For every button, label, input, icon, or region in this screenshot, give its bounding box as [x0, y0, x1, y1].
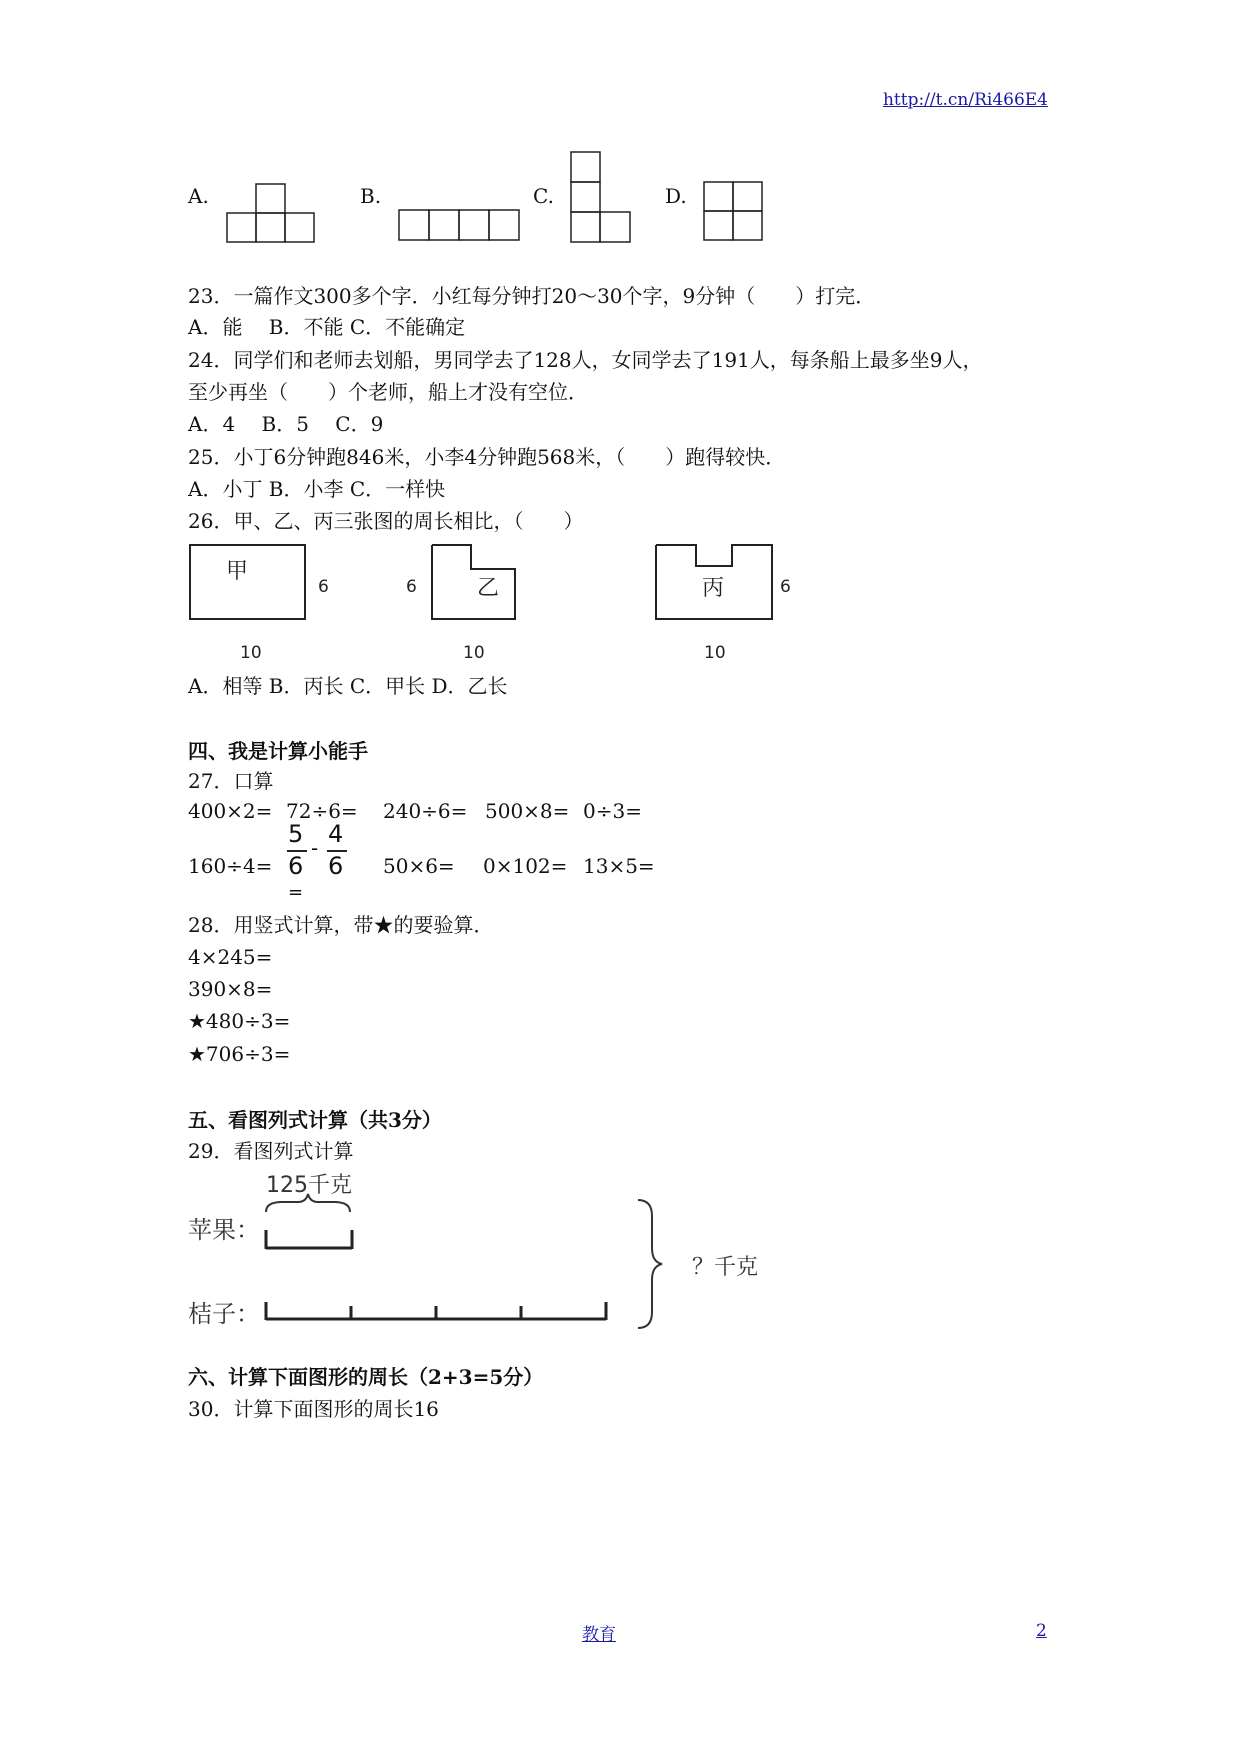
fraction1-denominator: 6	[288, 852, 304, 880]
q27-row2-item: 50×6=	[383, 854, 455, 878]
q26-figures	[186, 536, 806, 666]
fraction2-numerator: 4	[328, 820, 344, 848]
q22-figure-a	[226, 180, 318, 244]
fraction-expression	[285, 820, 351, 904]
fraction2-denominator: 6	[328, 852, 344, 880]
question-label: ？千克	[692, 1255, 759, 1280]
footer-center-link[interactable]: 教育	[582, 1625, 616, 1645]
q27-row2-item: 0×102=	[483, 854, 568, 878]
q24-options: A．4 B．5 C．9	[188, 412, 384, 436]
figure-yi-base: 10	[463, 643, 485, 663]
q22-figure-d	[702, 180, 766, 244]
q28-item: 4×245=	[188, 945, 273, 969]
header-url-link[interactable]: http://t.cn/Ri466E4	[882, 90, 1048, 110]
fraction1-numerator: 5	[288, 820, 304, 848]
figure-yi-name: 乙	[477, 576, 500, 601]
q22-figure-c	[569, 150, 633, 244]
q22-option-c-label: C.	[533, 184, 554, 208]
q27-row2-item: 13×5=	[583, 854, 655, 878]
q27-row1-item: 500×8=	[485, 799, 570, 823]
apple-bar	[266, 1230, 352, 1249]
q22-option-a-label: A.	[188, 184, 209, 208]
q27-row1-item: 240÷6=	[383, 799, 468, 823]
fraction-equals: =	[288, 882, 304, 903]
q28-title: 28．用竖式计算，带★的要验算．	[188, 913, 494, 937]
fraction-operator: -	[311, 836, 319, 860]
figure-jia-name: 甲	[226, 559, 249, 584]
q24-question-line1: 24．同学们和老师去划船，男同学去了128人，女同学去了191人，每条船上最多坐9人，	[188, 348, 983, 372]
figure-bing-side: 6	[780, 577, 791, 597]
q23-question: 23．一篇作文300多个字．小红每分钟打20～30个字，9分钟（ ）打完．	[188, 284, 876, 308]
q30-question: 30．计算下面图形的周长16	[188, 1397, 439, 1421]
q29-title: 29．看图列式计算	[188, 1139, 354, 1163]
footer-page-number[interactable]: 2	[1036, 1621, 1047, 1641]
q25-options: A．小丁 B．小李 C．一样快	[188, 477, 446, 501]
q27-title: 27．口算	[188, 769, 274, 793]
section5-title: 五、看图列式计算（共3分）	[188, 1108, 442, 1132]
q29-diagram	[186, 1168, 766, 1338]
section6-title: 六、计算下面图形的周长（2+3=5分）	[188, 1365, 544, 1389]
q28-item: ★480÷3=	[188, 1009, 291, 1033]
orange-label: 桔子：	[188, 1300, 260, 1328]
top-label: 125千克	[266, 1173, 352, 1198]
q24-question-line2: 至少再坐（ ）个老师，船上才没有空位．	[188, 380, 588, 404]
apple-label: 苹果：	[188, 1216, 260, 1244]
q22-option-b-label: B.	[360, 184, 382, 208]
q26-options: A．相等 B．丙长 C．甲长 D．乙长	[188, 674, 508, 698]
q27-row2-item: 160÷4=	[188, 854, 273, 878]
q28-item: ★706÷3=	[188, 1042, 291, 1066]
q23-options: A．能 B．不能 C．不能确定	[188, 315, 466, 339]
figure-jia-base: 10	[240, 643, 262, 663]
q28-item: 390×8=	[188, 977, 273, 1001]
figure-yi-side: 6	[406, 577, 417, 597]
q22-figure-b	[398, 208, 522, 244]
q26-question: 26．甲、乙、丙三张图的周长相比，（ ）	[188, 509, 584, 533]
q25-question: 25．小丁6分钟跑846米，小李4分钟跑568米，（ ）跑得较快．	[188, 445, 786, 469]
figure-yi	[432, 545, 515, 619]
q27-row1-item: 400×2=	[188, 799, 273, 823]
figure-bing-base: 10	[704, 643, 726, 663]
figure-bing-name: 丙	[702, 576, 725, 601]
q22-option-d-label: D.	[665, 184, 687, 208]
right-brace	[638, 1200, 662, 1328]
q27-row1-item: 0÷3=	[583, 799, 642, 823]
section4-title: 四、我是计算小能手	[188, 739, 368, 763]
orange-bar	[266, 1302, 606, 1320]
q27-row1-item: 72÷6=	[286, 799, 358, 823]
figure-jia-side: 6	[318, 577, 329, 597]
